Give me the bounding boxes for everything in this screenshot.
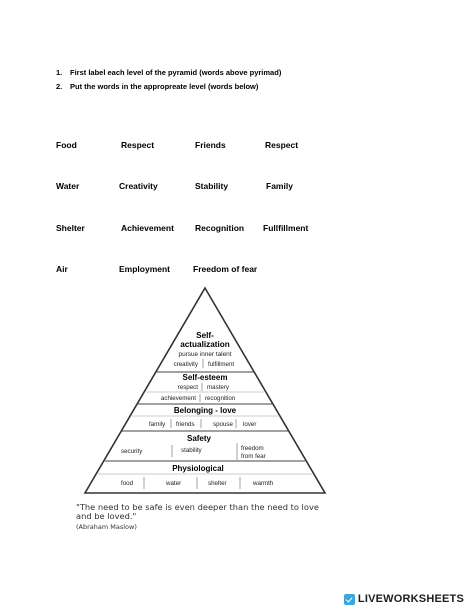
word-fullfillment[interactable]: Fullfillment xyxy=(263,223,309,233)
word-water[interactable]: Water xyxy=(56,181,80,191)
logo-text: LIVEWORKSHEETS xyxy=(357,593,464,605)
item-achievement: achievement xyxy=(160,395,196,402)
item-security: security xyxy=(121,448,143,455)
word-friends[interactable]: Friends xyxy=(195,140,226,150)
item-shelter: shelter xyxy=(208,480,227,487)
word-employment[interactable]: Employment xyxy=(119,264,171,274)
item-from-fear: from fear xyxy=(241,453,266,460)
check-icon xyxy=(344,594,355,605)
instruction-1 xyxy=(56,68,281,77)
item-stability: stability xyxy=(181,447,202,454)
word-air[interactable]: Air xyxy=(56,264,68,274)
instruction-number: 2. xyxy=(56,82,63,91)
quote-author: (Abraham Maslow) xyxy=(76,523,137,531)
item-warmth: warmth xyxy=(253,480,274,487)
item-recognition: recognition xyxy=(205,395,236,402)
word-stability[interactable]: Stability xyxy=(195,181,229,191)
item-respect: respect xyxy=(177,384,198,391)
level-title-physiological: Physiological xyxy=(172,464,224,473)
level-title-self-esteem: Self-esteem xyxy=(182,373,228,382)
word-creativity[interactable]: Creativity xyxy=(119,181,158,191)
word-food[interactable]: Food xyxy=(56,140,77,150)
instruction-text: First label each level of the pyramid (words above pyrimad) xyxy=(70,68,282,77)
item-fulfillment: fulfillment xyxy=(208,361,235,368)
level-title-self-actualization-2: actualization xyxy=(180,340,230,349)
item-freedom: freedom xyxy=(241,445,264,452)
word-achievement[interactable]: Achievement xyxy=(121,223,174,233)
liveworksheets-logo[interactable] xyxy=(344,593,464,605)
word-respect[interactable]: Respect xyxy=(121,140,155,150)
item-mastery: mastery xyxy=(207,384,230,391)
word-family[interactable]: Family xyxy=(266,181,293,191)
level-title-self-actualization-1: Self- xyxy=(196,331,214,340)
word-shelter[interactable]: Shelter xyxy=(56,223,85,233)
item-lover: lover xyxy=(243,421,257,428)
instruction-2 xyxy=(56,82,258,91)
level-title-safety: Safety xyxy=(186,434,212,443)
maslow-pyramid xyxy=(80,285,330,497)
item-creativity: creativity xyxy=(173,361,198,368)
word-respect-2[interactable]: Respect xyxy=(265,140,299,150)
level-title-belonging: Belonging - love xyxy=(173,406,237,415)
item-food: food xyxy=(121,480,134,487)
maslow-quote: "The need to be safe is even deeper than the need to love and be loved." xyxy=(76,502,319,521)
item-spouse: spouse xyxy=(213,421,233,428)
item-family: family xyxy=(149,421,166,428)
pyramid-outline xyxy=(85,288,325,493)
instruction-number: 1. xyxy=(56,68,63,77)
instruction-text: Put the words in the appropreate level (words below) xyxy=(70,82,259,91)
word-recognition[interactable]: Recognition xyxy=(195,223,245,233)
item-water: water xyxy=(166,480,182,487)
self-actualization-line: pursue inner talent xyxy=(178,351,232,358)
item-friends: friends xyxy=(176,421,195,428)
word-freedom-of-fear[interactable]: Freedom of fear xyxy=(193,264,258,274)
